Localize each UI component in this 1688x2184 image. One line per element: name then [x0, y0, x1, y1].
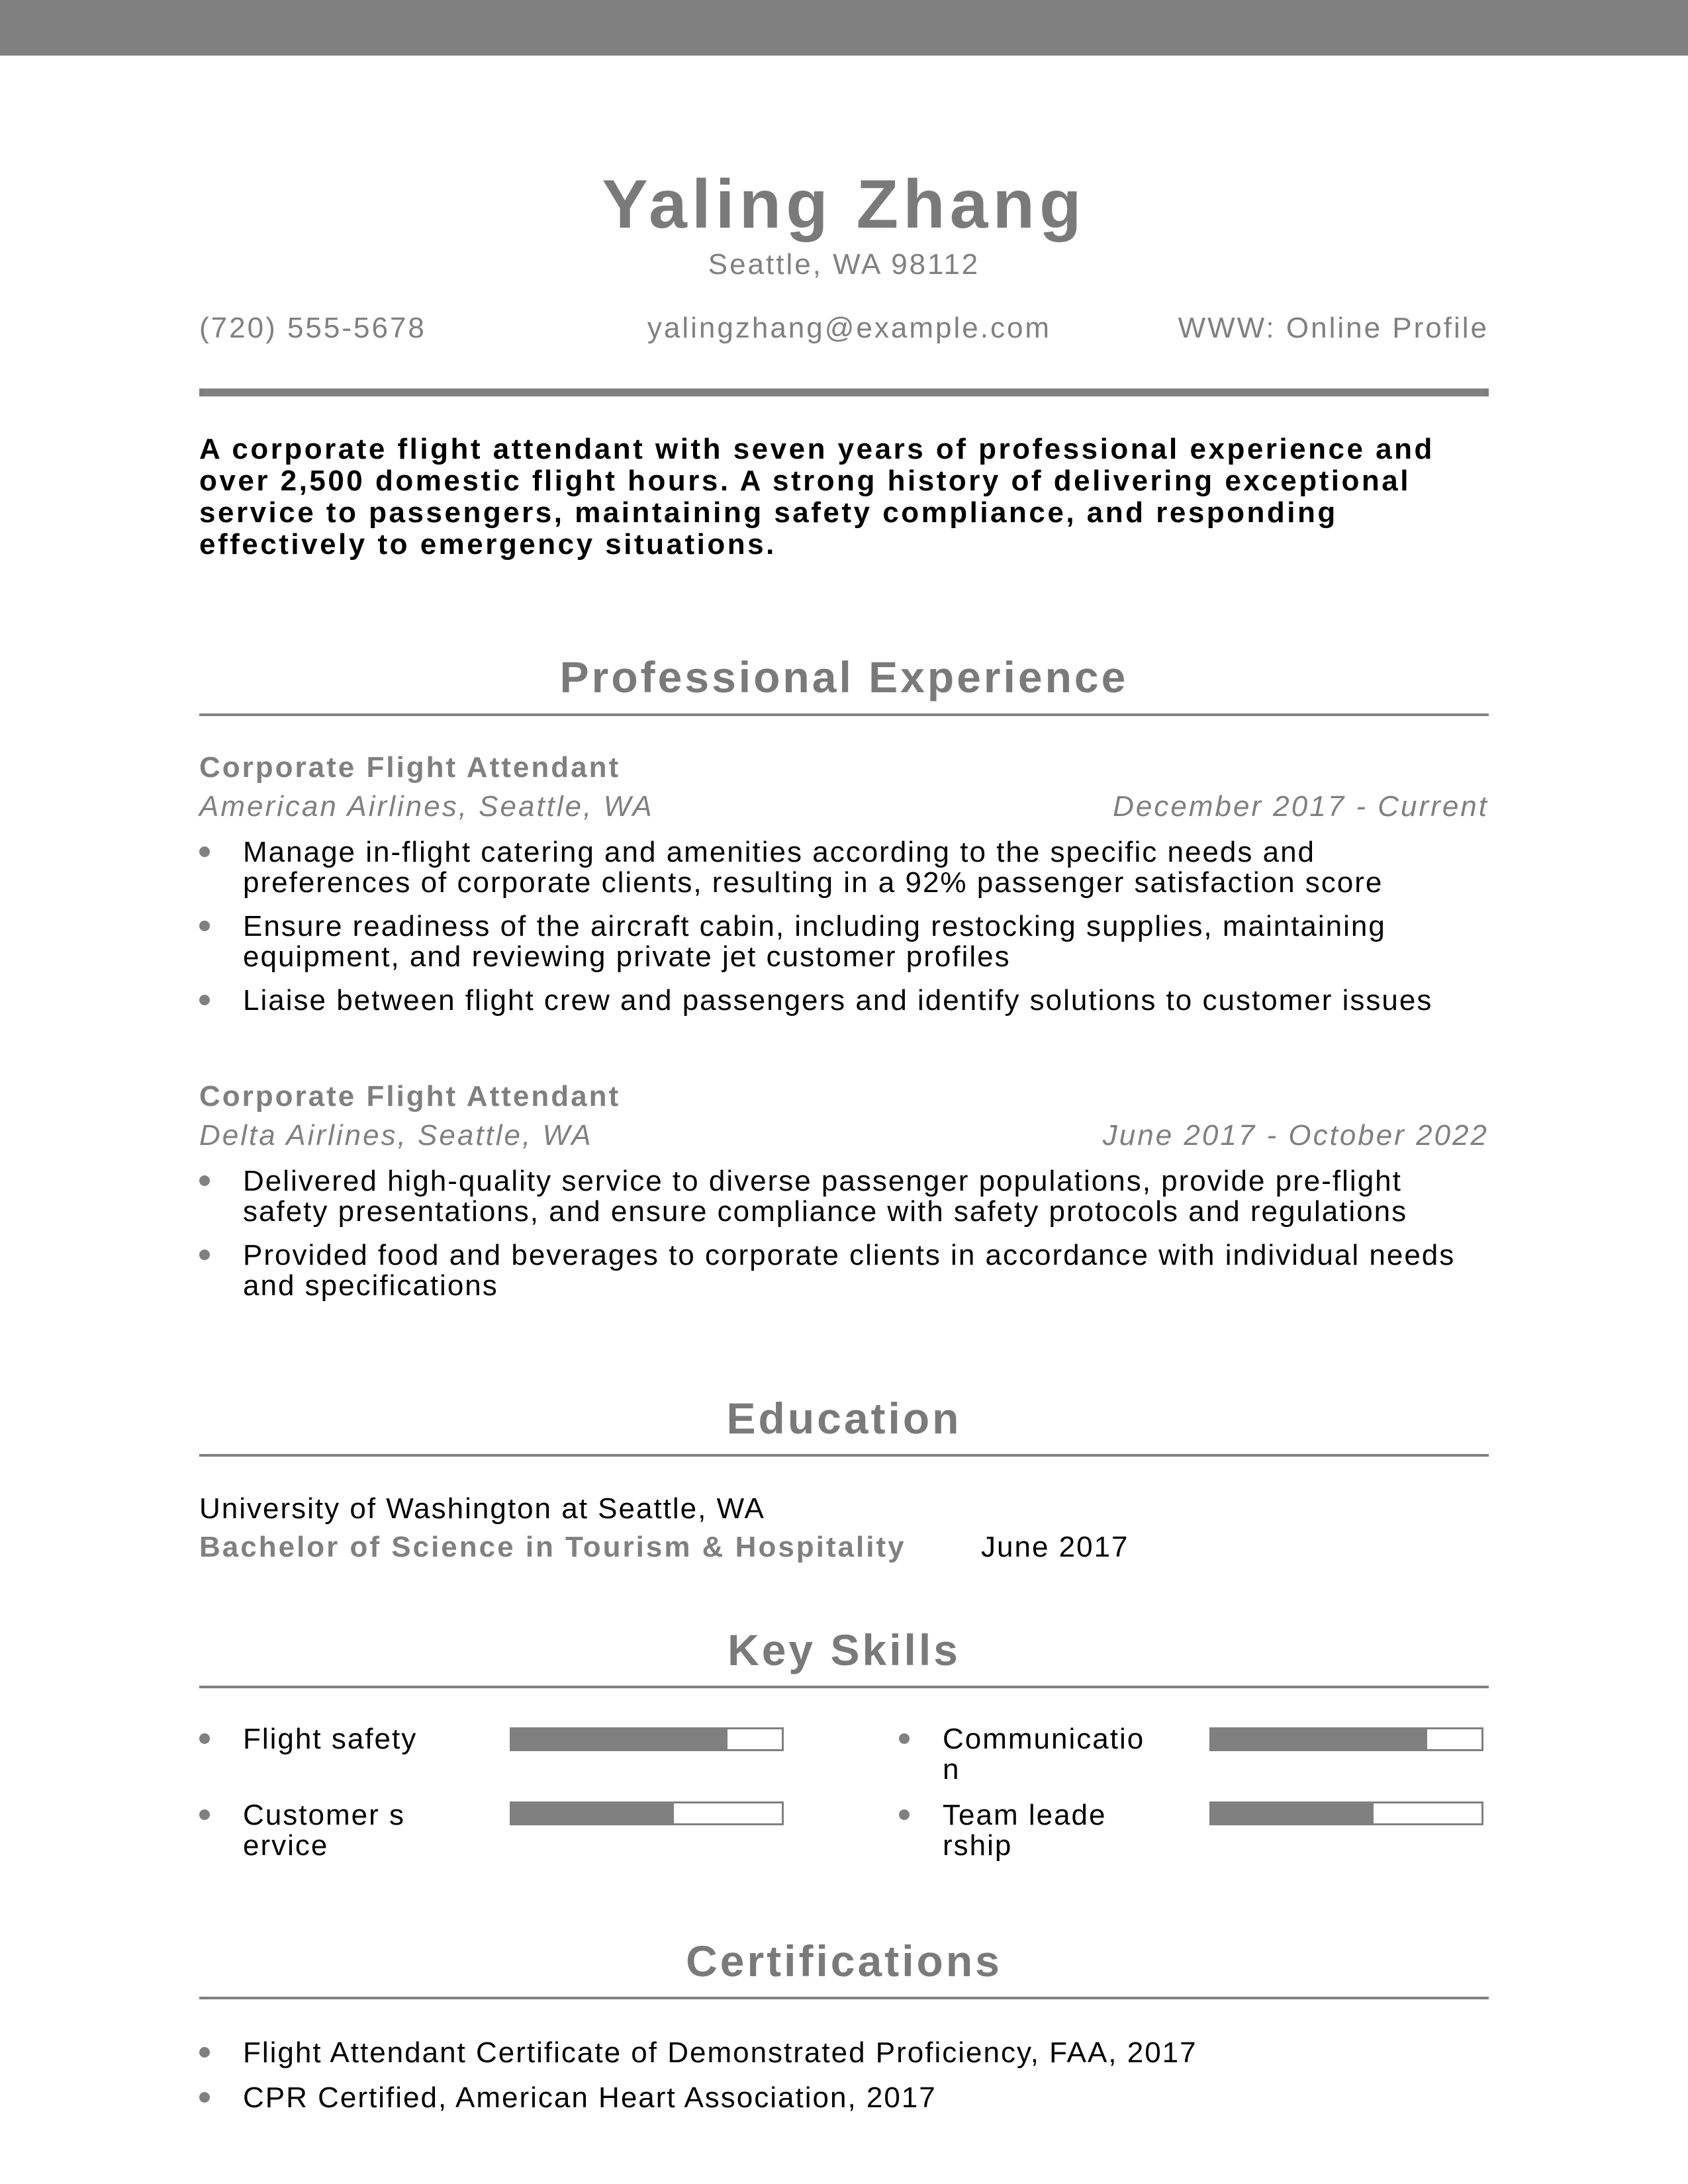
skill-level-bar [1209, 1727, 1483, 1751]
section-divider [199, 1686, 1489, 1688]
list-item: Liaise between flight crew and passengers and identify solutions to customer issues [199, 985, 1489, 1016]
job-dates: December 2017 - Current [1113, 790, 1489, 823]
skill-label: Customer service [243, 1799, 405, 1862]
skill-label: Team leadership [943, 1799, 1107, 1862]
bullet-icon [199, 1809, 210, 1820]
list-item: CPR Certified, American Heart Association, 2017 [199, 2083, 1489, 2113]
section-divider [199, 713, 1489, 716]
list-item: Manage in-flight catering and amenities according to the specific needs and preferences of corporate clients, resulting in a 92% passenger satisfaction score [199, 837, 1489, 898]
section-divider [199, 1454, 1489, 1457]
candidate-name: Yaling Zhang [602, 166, 1086, 243]
website-link[interactable]: WWW: Online Profile [1178, 312, 1489, 344]
bullet-icon [199, 846, 210, 857]
graduation-date: June 2017 [981, 1531, 1129, 1563]
job-bullets [199, 1166, 1489, 1314]
certification-list [199, 2038, 1489, 2128]
skill-label: Communication [943, 1723, 1145, 1786]
top-band [0, 0, 1688, 56]
bullet-icon [199, 921, 210, 931]
job-title: Corporate Flight Attendant [199, 1080, 621, 1113]
phone: (720) 555-5678 [199, 312, 426, 344]
bullet-icon [199, 1733, 210, 1744]
section-title-education: Education [726, 1394, 962, 1443]
job-title: Corporate Flight Attendant [199, 751, 621, 784]
bullet-icon [199, 995, 210, 1005]
email[interactable]: yalingzhang@example.com [647, 312, 1052, 344]
section-title-experience: Professional Experience [559, 653, 1129, 702]
section-title-certifications: Certifications [686, 1936, 1002, 1985]
list-item: Provided food and beverages to corporate clients in accordance with individual needs and specifications [199, 1240, 1489, 1301]
bullet-icon [899, 1733, 910, 1744]
section-title-skills: Key Skills [727, 1625, 961, 1674]
list-item: Ensure readiness of the aircraft cabin, including restocking supplies, maintaining equipment, and reviewing private jet customer profiles [199, 911, 1489, 972]
bullet-icon [199, 2092, 210, 2103]
bullet-icon [199, 1250, 210, 1260]
bullet-icon [199, 2047, 210, 2058]
school: University of Washington at Seattle, WA [199, 1492, 765, 1525]
skill-label: Flight safety [243, 1723, 418, 1755]
skill-level-fill [1211, 1803, 1374, 1823]
skill-level-fill [1211, 1729, 1427, 1749]
address: Seattle, WA 98112 [708, 248, 980, 281]
skill-level-fill [512, 1803, 674, 1823]
bullet-icon [899, 1809, 910, 1820]
job-bullets [199, 837, 1489, 1029]
list-item: Delivered high-quality service to diverse passenger populations, provide pre-flight safety presentations, and ensure compliance with safety protocols and regulations [199, 1166, 1489, 1227]
skill-level-bar [510, 1801, 784, 1825]
list-item: Flight Attendant Certificate of Demonstrated Proficiency, FAA, 2017 [199, 2038, 1489, 2068]
section-divider [199, 1997, 1489, 1999]
job-dates: June 2017 - October 2022 [1102, 1119, 1489, 1152]
header-divider [199, 388, 1489, 396]
company: American Airlines, Seattle, WA [199, 790, 654, 823]
degree: Bachelor of Science in Tourism & Hospitality [199, 1531, 906, 1563]
skill-level-bar [510, 1727, 784, 1751]
skill-level-fill [512, 1729, 727, 1749]
bullet-icon [199, 1175, 210, 1186]
company: Delta Airlines, Seattle, WA [199, 1119, 593, 1152]
summary: A corporate flight attendant with seven years of professional experience and over 2,500 domestic flight hours. A strong history of delivering exceptional service to passengers, maintaining safety compliance, and responding effectively to emergency situations. [199, 433, 1434, 561]
skill-level-bar [1209, 1801, 1483, 1825]
